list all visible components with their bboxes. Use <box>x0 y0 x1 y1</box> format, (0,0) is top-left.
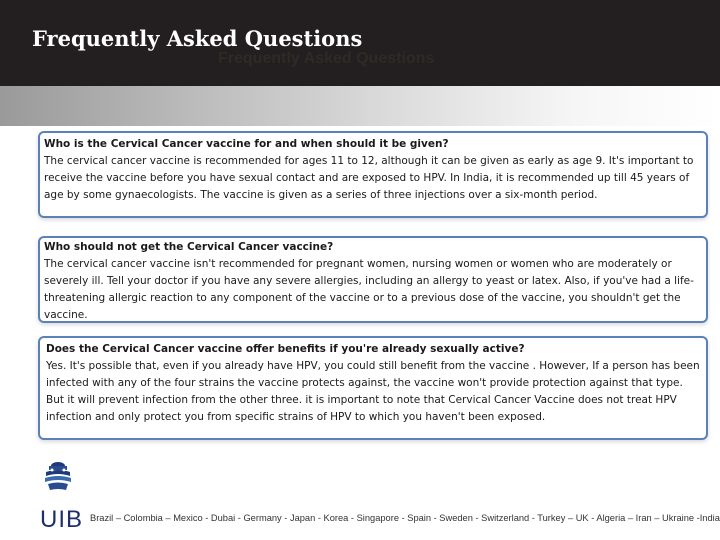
faq-box-2 <box>38 236 708 323</box>
faq-question: Who is the Cervical Cancer vaccine for and when should it be given? <box>44 138 449 150</box>
country-list: Brazil – Colombia – Mexico - Dubai - Germany - Japan - Korea - Singapore - Spain - Sweden - Switzerland - Turkey – UK - Algeria – Iran – Ukraine -India <box>90 513 720 523</box>
brand-name: UIB <box>40 506 84 533</box>
faq-question: Does the Cervical Cancer vaccine offer benefits if you're already sexually active? <box>46 343 525 355</box>
faq-answer: The cervical cancer vaccine isn't recommended for pregnant women, nursing women or women who are moderately or severely ill. Tell your doctor if you have any severe allergies, including an allergy to yeast or latex. Also, if you've had a life-threatening allergic reaction to any component of the vaccine or to a previous dose of the vaccine, you shouldn't get the vaccine. <box>44 258 694 321</box>
faq-box-1 <box>38 131 708 218</box>
page-title: Frequently Asked Questions <box>32 26 363 51</box>
page-title-shadow: Frequently Asked Questions <box>218 50 435 67</box>
uib-logo-icon <box>40 458 76 494</box>
faq-answer: The cervical cancer vaccine is recommended for ages 11 to 12, although it can be given as early as age 9. It's important to receive the vaccine before you have sexual contact and are exposed to HPV. In India, it is recommended up till 45 years of age by some gynaecologists. The vaccine is given as a series of three injections over a six-month period. <box>44 155 694 201</box>
header-gradient <box>0 86 720 126</box>
faq-box-3 <box>38 336 708 440</box>
faq-question: Who should not get the Cervical Cancer vaccine? <box>44 241 334 253</box>
faq-answer: Yes. It's possible that, even if you already have HPV, you could still benefit from the vaccine . However, If a person has been infected with any of the four strains the vaccine protects against, the vaccine won't provide protection against that type. But it will prevent infection from the other three. it is important to note that Cervical Cancer Vaccine does not treat HPV infection and only protect you from specific strains of HPV to which you haven't been exposed. <box>46 360 700 423</box>
